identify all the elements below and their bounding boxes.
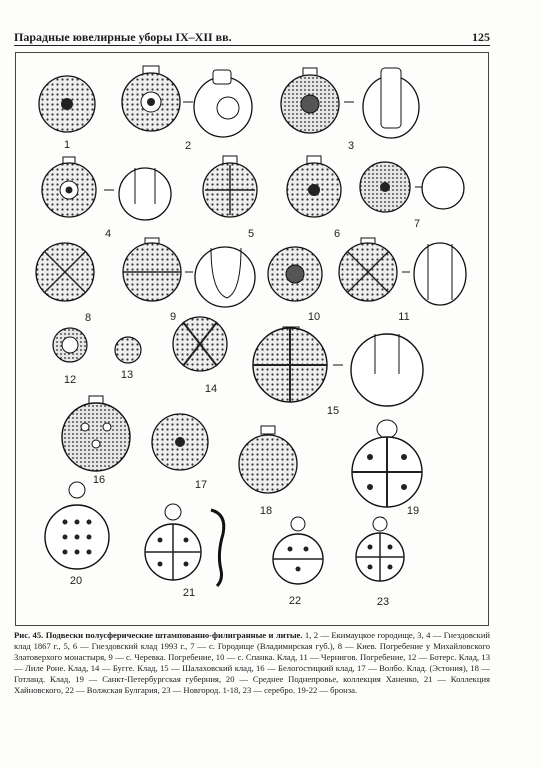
caption-text: 1, 2 — Екимауцкое городище, 3, 4 — Гнездовский клад 1867 г., 5, 6 — Гнездовский клад 1993 г., 7 — с. Городище (Владимирская губ.), 8 — Киев. Погребение у Михайловского Златоверхого монастыря, 9 — с. Черевка. Погребение, 10 — с. Спанка. Клад, 11 — Чернигов. Погребение, 12 — Ботерс. Клад, 13 — Лиле Роне. Клад, 14 — Бугге. Клад, 15 — Шалаховский клад, 16 — Белогостицкий клад, 17 — Волбо. Клад. (Эстония), 18 — Готланд. Клад, 19 — Санкт-Петербургская губерния, 20 — Среднее Поднепровье, коллекция Ханенко, 21 — Коллекция Хайновского, 22 — Волжская Булгария, 23 — Новгород. 1-18, 23 — серебро. 19-22 — бронза.	[14, 630, 491, 695]
pendant-7-front	[360, 162, 410, 212]
figure-number-6: 6	[333, 228, 341, 240]
pendant-9-side	[195, 247, 255, 307]
pendant-15-side	[351, 334, 423, 406]
pendant-11-side	[414, 243, 466, 305]
pendant-2-side	[194, 70, 252, 137]
figure-number-14: 14	[204, 383, 218, 395]
pendant-5	[203, 156, 257, 217]
pendant-4-side	[119, 168, 171, 220]
pendant-7-side	[422, 167, 464, 209]
pendant-13	[115, 337, 141, 363]
pendant-6	[287, 156, 341, 217]
pendant-3-front	[281, 68, 339, 133]
pendant-20	[45, 482, 109, 569]
running-title: Парадные ювелирные уборы IX–XII вв.	[14, 30, 232, 44]
pendant-11-front	[339, 238, 397, 301]
page-number: 125	[472, 30, 490, 44]
figure-number-5: 5	[247, 228, 255, 240]
figure-number-8: 8	[84, 312, 92, 324]
figure-number-21: 21	[182, 587, 196, 599]
figure-number-20: 20	[69, 575, 83, 587]
pendant-18	[239, 426, 297, 493]
pendant-22	[273, 517, 323, 584]
figure-number-17: 17	[194, 479, 208, 491]
figure-number-4: 4	[104, 228, 112, 240]
pendant-17	[152, 414, 208, 470]
figure-number-13: 13	[120, 369, 134, 381]
figure-number-22: 22	[288, 595, 302, 607]
pendant-8	[36, 243, 94, 301]
pendant-19	[352, 420, 422, 507]
figure-number-11: 11	[398, 311, 410, 323]
pendant-16	[62, 396, 130, 471]
pendant-15-front	[253, 327, 327, 402]
pendant-2-front	[122, 66, 180, 131]
figure-number-3: 3	[347, 140, 355, 152]
figure-number-15: 15	[326, 405, 340, 417]
figure-number-23: 23	[376, 596, 390, 608]
pendant-9-front	[123, 238, 181, 301]
caption-label: Рис. 45.	[14, 630, 44, 640]
pendants-plate	[15, 52, 487, 624]
figure-number-18: 18	[259, 505, 273, 517]
pendant-23	[356, 517, 404, 581]
figure-number-10: 10	[307, 311, 321, 323]
figure-caption	[14, 630, 490, 696]
pendant-3-side	[363, 68, 419, 138]
figure-number-16: 16	[92, 474, 106, 486]
pendant-21	[145, 504, 224, 586]
caption-title: Подвески полусферические штампованно-филигранные и литые.	[45, 630, 303, 640]
figure-number-2: 2	[184, 140, 192, 152]
figure-number-9: 9	[169, 311, 177, 323]
pendant-10	[268, 247, 322, 301]
page-header	[14, 30, 490, 45]
figure-number-12: 12	[63, 374, 77, 386]
header-rule	[14, 45, 490, 46]
figure-number-19: 19	[406, 505, 420, 517]
pendant-1	[39, 76, 95, 132]
pendant-12	[53, 328, 87, 362]
figure-number-7: 7	[413, 218, 421, 230]
figure-number-1: 1	[63, 139, 71, 151]
pendant-14	[173, 317, 227, 371]
pendant-4-front	[42, 157, 96, 217]
